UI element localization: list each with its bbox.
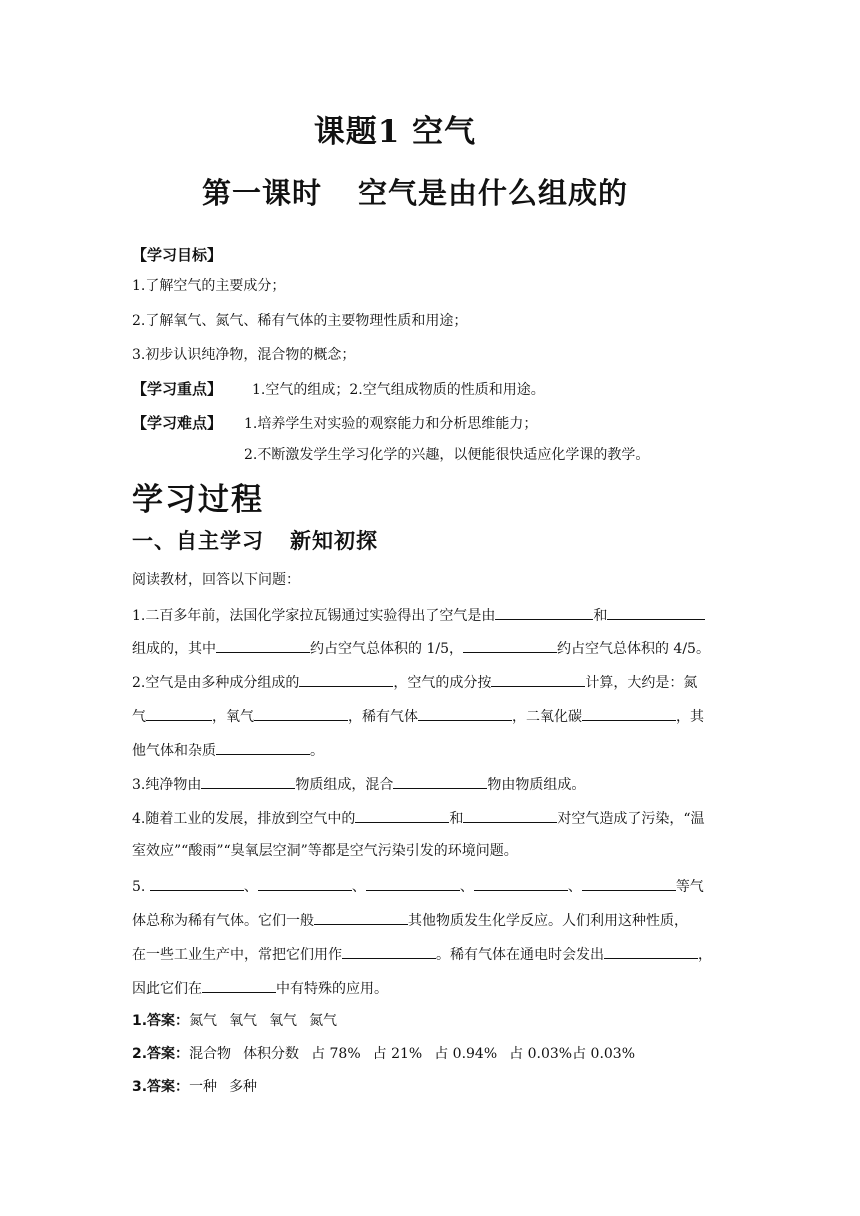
q4-text: 和: [449, 811, 464, 827]
q2-text: ，稀有气体: [348, 709, 418, 725]
q1-text: 组成的，其中: [132, 641, 216, 657]
q5-separator: 、: [459, 879, 474, 895]
answer-blank[interactable]: [463, 807, 557, 823]
q2-text: 。: [310, 743, 324, 759]
q1-text: 约占空气总体积的 1/5，: [310, 641, 463, 657]
q5-text: ，: [698, 947, 712, 963]
answer-blank[interactable]: [216, 637, 310, 653]
answer-blank[interactable]: [604, 943, 698, 959]
answer-blank[interactable]: [355, 807, 449, 823]
answer-value: 一种: [189, 1079, 218, 1095]
q1-text: 和: [593, 608, 608, 624]
difficulty-item-2: 2.不断激发学生学习化学的兴趣，以便能很快适应化学课的教学。: [244, 447, 650, 463]
q5-text: 。稀有气体在通电时会发出: [436, 947, 604, 963]
answer-2: [132, 1044, 635, 1064]
q5-text: 其他物质发生化学反应。人们利用这种性质，: [408, 913, 688, 929]
question-4-line-1: [132, 807, 705, 829]
q5-separator: 、: [351, 879, 366, 895]
key-points-text: 1.空气的组成；2.空气组成物质的性质和用途。: [252, 382, 545, 398]
q3-text: 物由物质组成。: [487, 777, 586, 793]
question-2-line-1: [132, 671, 697, 693]
answer-value: 体积分数: [243, 1046, 300, 1062]
q2-text: ，空气的成分按: [393, 675, 492, 691]
answer-blank[interactable]: [150, 875, 244, 891]
q2-text: 气: [132, 709, 146, 725]
objective-item-1: 1.了解空气的主要成分；: [132, 278, 286, 294]
q2-text: 他气体和杂质: [132, 743, 216, 759]
q5-separator: 、: [243, 879, 258, 895]
answer-blank[interactable]: [495, 604, 593, 620]
subtitle-period: 第一课时: [201, 176, 322, 210]
answer-label: 3.答案：: [132, 1079, 190, 1095]
answer-blank[interactable]: [299, 671, 393, 687]
question-5-line-2: [132, 909, 688, 931]
process-title: 学习过程: [132, 482, 264, 518]
answer-value: 混合物: [189, 1046, 232, 1062]
answer-value: 氮气: [309, 1013, 338, 1029]
key-points-header: 【学习重点】: [132, 380, 223, 398]
q5-text: 体总称为稀有气体。它们一般: [132, 913, 314, 929]
answer-blank[interactable]: [202, 977, 276, 993]
answer-blank[interactable]: [393, 773, 487, 789]
answer-blank[interactable]: [491, 671, 585, 687]
reading-instruction: 阅读教材，回答以下问题：: [132, 572, 300, 588]
q2-text: ，其: [676, 709, 704, 725]
answer-blank[interactable]: [254, 705, 348, 721]
key-points: [132, 378, 545, 400]
answer-blank[interactable]: [342, 943, 436, 959]
q1-text: 1.二百多年前，法国化学家拉瓦锡通过实验得出了空气是由: [132, 608, 496, 624]
question-4-line-2: 室效应”“酸雨”“臭氧层空洞”等都是空气污染引发的环境问题。: [132, 843, 518, 859]
answer-blank[interactable]: [258, 875, 352, 891]
difficulties: [132, 412, 537, 434]
answer-blank[interactable]: [314, 909, 408, 925]
answer-value: 氧气: [229, 1013, 258, 1029]
section-title-part1: 一、自主学习: [132, 528, 264, 553]
objectives-header: 【学习目标】: [132, 246, 223, 264]
question-5-line-1: [132, 875, 704, 897]
answer-value: 占 0.94%: [434, 1046, 498, 1062]
difficulty-item-1: 1.培养学生对实验的观察能力和分析思维能力；: [244, 416, 538, 432]
q5-text: 中有特殊的应用。: [276, 981, 388, 997]
subtitle-topic: 空气是由什么组成的: [358, 176, 629, 210]
answer-1: [132, 1011, 337, 1031]
answer-value: 多种: [229, 1079, 258, 1095]
answer-blank[interactable]: [418, 705, 512, 721]
question-2-line-3: [132, 739, 324, 761]
q2-text: 计算，大约是：氮: [585, 675, 698, 691]
q4-text: 4.随着工业的发展，排放到空气中的: [132, 811, 356, 827]
answer-blank[interactable]: [216, 739, 310, 755]
answer-value: 占 78%: [311, 1046, 361, 1062]
q5-separator: 、: [567, 879, 582, 895]
answer-value: 氮气: [189, 1013, 218, 1029]
q5-text: 因此它们在: [132, 981, 202, 997]
q3-text: 物质组成，混合: [295, 777, 394, 793]
lesson-title: 课题1 空气: [313, 114, 477, 150]
answer-blank[interactable]: [146, 705, 212, 721]
question-1-line-2: [132, 637, 710, 659]
answer-blank[interactable]: [582, 705, 676, 721]
answer-blank[interactable]: [463, 637, 557, 653]
q2-text: ，氧气: [212, 709, 254, 725]
lesson-subtitle: [0, 171, 830, 212]
question-2-line-2: [132, 705, 704, 727]
difficulties-header: 【学习难点】: [132, 414, 223, 432]
section-title-part2: 新知初探: [290, 528, 378, 553]
q2-text: ，二氧化碳: [512, 709, 582, 725]
question-1-line-1: [132, 604, 705, 626]
answer-label: 1.答案：: [132, 1013, 190, 1029]
answer-value: 氧气: [269, 1013, 298, 1029]
q2-text: 2.空气是由多种成分组成的: [132, 675, 300, 691]
answer-blank[interactable]: [366, 875, 460, 891]
objective-item-2: 2.了解氧气、氮气、稀有气体的主要物理性质和用途；: [132, 313, 468, 329]
q5-text: 在一些工业生产中，常把它们用作: [132, 947, 342, 963]
q5-text: 5.: [132, 879, 146, 895]
q1-text: 约占空气总体积的 4/5。: [556, 641, 710, 657]
question-5-line-3: [132, 943, 712, 965]
answer-label: 2.答案：: [132, 1046, 190, 1062]
answer-value: 占 21%: [372, 1046, 423, 1062]
question-5-line-4: [132, 977, 388, 999]
answer-blank[interactable]: [582, 875, 676, 891]
answer-blank[interactable]: [474, 875, 568, 891]
answer-blank[interactable]: [201, 773, 295, 789]
answer-value: 占 0.03%占 0.03%: [509, 1046, 636, 1062]
question-3: [132, 773, 585, 795]
answer-blank[interactable]: [607, 604, 705, 620]
section-title: [132, 525, 378, 555]
q3-text: 3.纯净物由: [132, 777, 202, 793]
q4-text: 对空气造成了污染，“温: [557, 811, 705, 827]
q5-text: 等气: [675, 879, 704, 895]
answer-3: [132, 1077, 257, 1097]
objective-item-3: 3.初步认识纯净物，混合物的概念；: [132, 347, 356, 363]
